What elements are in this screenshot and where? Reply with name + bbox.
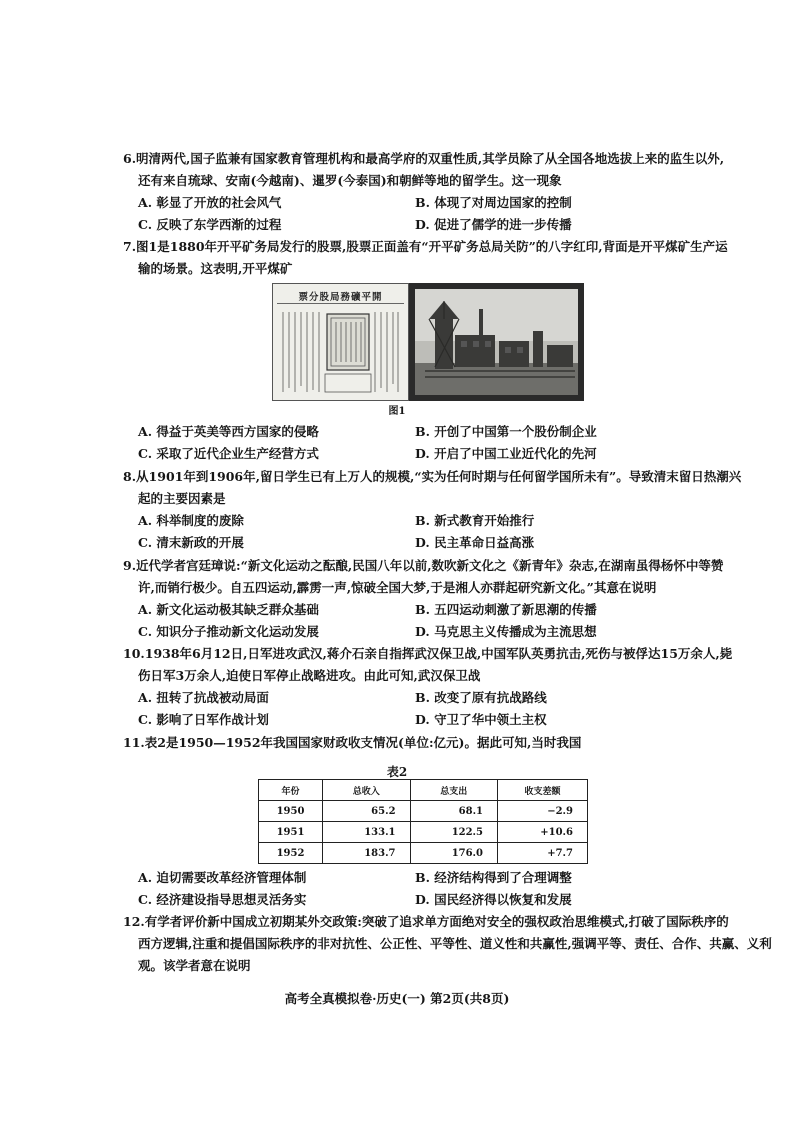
question-8 [123, 466, 742, 510]
option-11a: A. 迫切需要改革经济管理体制 [138, 870, 307, 885]
option-9b: B. 五四运动刺激了新思潮的传播 [415, 602, 597, 617]
option-7c: C. 采取了近代企业生产经营方式 [138, 446, 319, 461]
option-10a: A. 扭转了抗战被动局面 [138, 690, 269, 705]
question-6-line-2: 还有来自琉球、安南(今越南)、暹罗(今泰国)和朝鲜等地的留学生。这一现象 [138, 173, 562, 188]
page-footer: 高考全真模拟卷·历史(一) 第2页(共8页) [284, 991, 510, 1006]
table-header: 总收入 [323, 780, 410, 801]
option-9d: D. 马克思主义传播成为主流思想 [415, 624, 597, 639]
question-11-options [138, 867, 723, 911]
coal-mine-scene [415, 289, 578, 395]
option-6c: C. 反映了东学西渐的过程 [138, 217, 282, 232]
question-8-options [138, 510, 723, 554]
question-6-options [138, 192, 723, 236]
question-12-line-3: 观。该学者意在说明 [138, 958, 251, 973]
option-8c: C. 清末新政的开展 [138, 535, 244, 550]
table-row [259, 801, 588, 822]
option-11b: B. 经济结构得到了合理调整 [415, 870, 572, 885]
option-9a: A. 新文化运动极其缺乏群众基础 [138, 602, 319, 617]
table-cell: 1952 [259, 843, 323, 864]
stock-certificate-image [272, 283, 409, 401]
option-6b: B. 体现了对周边国家的控制 [415, 195, 572, 210]
table-header: 收支差额 [498, 780, 588, 801]
question-8-line-2: 起的主要因素是 [138, 491, 226, 506]
table-row [259, 822, 588, 843]
certificate-text-graphic [279, 308, 402, 396]
table-cell: 65.2 [323, 801, 410, 822]
table-row [259, 843, 588, 864]
question-9-line-2: 许,而销行极少。自五四运动,霹雳一声,惊破全国大梦,于是湘人亦群起研究新文化。”其意在说明 [138, 580, 657, 595]
question-10-line-2: 伤日军3万余人,迫使日军停止战略进攻。由此可知,武汉保卫战 [138, 668, 481, 683]
table-cell: +7.7 [498, 843, 588, 864]
question-6-line-1: 6.明清两代,国子监兼有国家教育管理机构和最高学府的双重性质,其学员除了从全国各地选拔上来的监生以外, [123, 151, 725, 166]
table-header: 总支出 [410, 780, 497, 801]
figure-1 [272, 283, 584, 401]
question-12-line-2: 西方逻辑,注重和提倡国际秩序的非对抗性、公正性、平等性、道义性和共赢性,强调平等、责任、合作、共赢、义利 [138, 936, 772, 951]
question-7-line-1: 7.图1是1880年开平矿务局发行的股票,股票正面盖有“开平矿务总局关防”的八字红印,背面是开平煤矿生产运 [123, 239, 728, 254]
question-7-options [138, 421, 723, 465]
option-11d: D. 国民经济得以恢复和发展 [415, 892, 572, 907]
question-10-line-1: 10.1938年6月12日,日军进攻武汉,蒋介石亲自指挥武汉保卫战,中国军队英勇抗击,死伤与被俘达15万余人,毙 [123, 646, 733, 661]
question-12-line-1: 12.有学者评价新中国成立初期某外交政策:突破了追求单方面绝对安全的强权政治思维模式,打破了国际秩序的 [123, 914, 729, 929]
question-9-options [138, 599, 723, 643]
question-12 [123, 911, 772, 977]
option-6a: A. 彰显了开放的社会风气 [138, 195, 282, 210]
option-8a: A. 科举制度的废除 [138, 513, 244, 528]
option-7d: D. 开启了中国工业近代化的先河 [415, 446, 597, 461]
table-cell: 176.0 [410, 843, 497, 864]
table-header-row [259, 780, 588, 801]
question-7-line-2: 输的场景。这表明,开平煤矿 [138, 261, 293, 276]
option-7b: B. 开创了中国第一个股份制企业 [415, 424, 597, 439]
question-9 [123, 555, 723, 599]
coal-mine-photo [409, 283, 584, 401]
table-cell: 1951 [259, 822, 323, 843]
certificate-title: 票分股局務礦平開 [277, 289, 404, 304]
option-7a: A. 得益于英美等西方国家的侵略 [138, 424, 319, 439]
option-10b: B. 改变了原有抗战路线 [415, 690, 547, 705]
question-11 [123, 732, 723, 754]
table-2-caption: 表2 [386, 765, 408, 779]
question-10 [123, 643, 733, 687]
option-8d: D. 民主革命日益高涨 [415, 535, 535, 550]
figure-1-caption: 图1 [388, 406, 406, 417]
table-cell: 133.1 [323, 822, 410, 843]
question-8-line-1: 8.从1901年到1906年,留日学生已有上万人的规模,“实为任何时期与任何留学国所未有”。导致清末留日热潮兴 [123, 469, 742, 484]
question-11-line-1: 11.表2是1950—1952年我国国家财政收支情况(单位:亿元)。据此可知,当时我国 [123, 735, 582, 750]
option-6d: D. 促进了儒学的进一步传播 [415, 217, 572, 232]
question-10-options [138, 687, 723, 731]
question-7 [123, 236, 728, 280]
table-cell: 68.1 [410, 801, 497, 822]
option-10d: D. 守卫了华中领土主权 [415, 712, 547, 727]
option-8b: B. 新式教育开始推行 [415, 513, 535, 528]
option-11c: C. 经济建设指导思想灵活务实 [138, 892, 307, 907]
question-9-line-1: 9.近代学者宫廷璋说:“新文化运动之酝酿,民国八年以前,数吹新文化之《新青年》杂志,在湖南虽得杨怀中等赞 [123, 558, 724, 573]
question-6 [123, 148, 723, 192]
table-cell: 122.5 [410, 822, 497, 843]
table-cell: 1950 [259, 801, 323, 822]
table-cell: +10.6 [498, 822, 588, 843]
option-9c: C. 知识分子推动新文化运动发展 [138, 624, 319, 639]
table-cell: −2.9 [498, 801, 588, 822]
table-2 [258, 779, 588, 864]
table-cell: 183.7 [323, 843, 410, 864]
option-10c: C. 影响了日军作战计划 [138, 712, 269, 727]
table-header: 年份 [259, 780, 323, 801]
